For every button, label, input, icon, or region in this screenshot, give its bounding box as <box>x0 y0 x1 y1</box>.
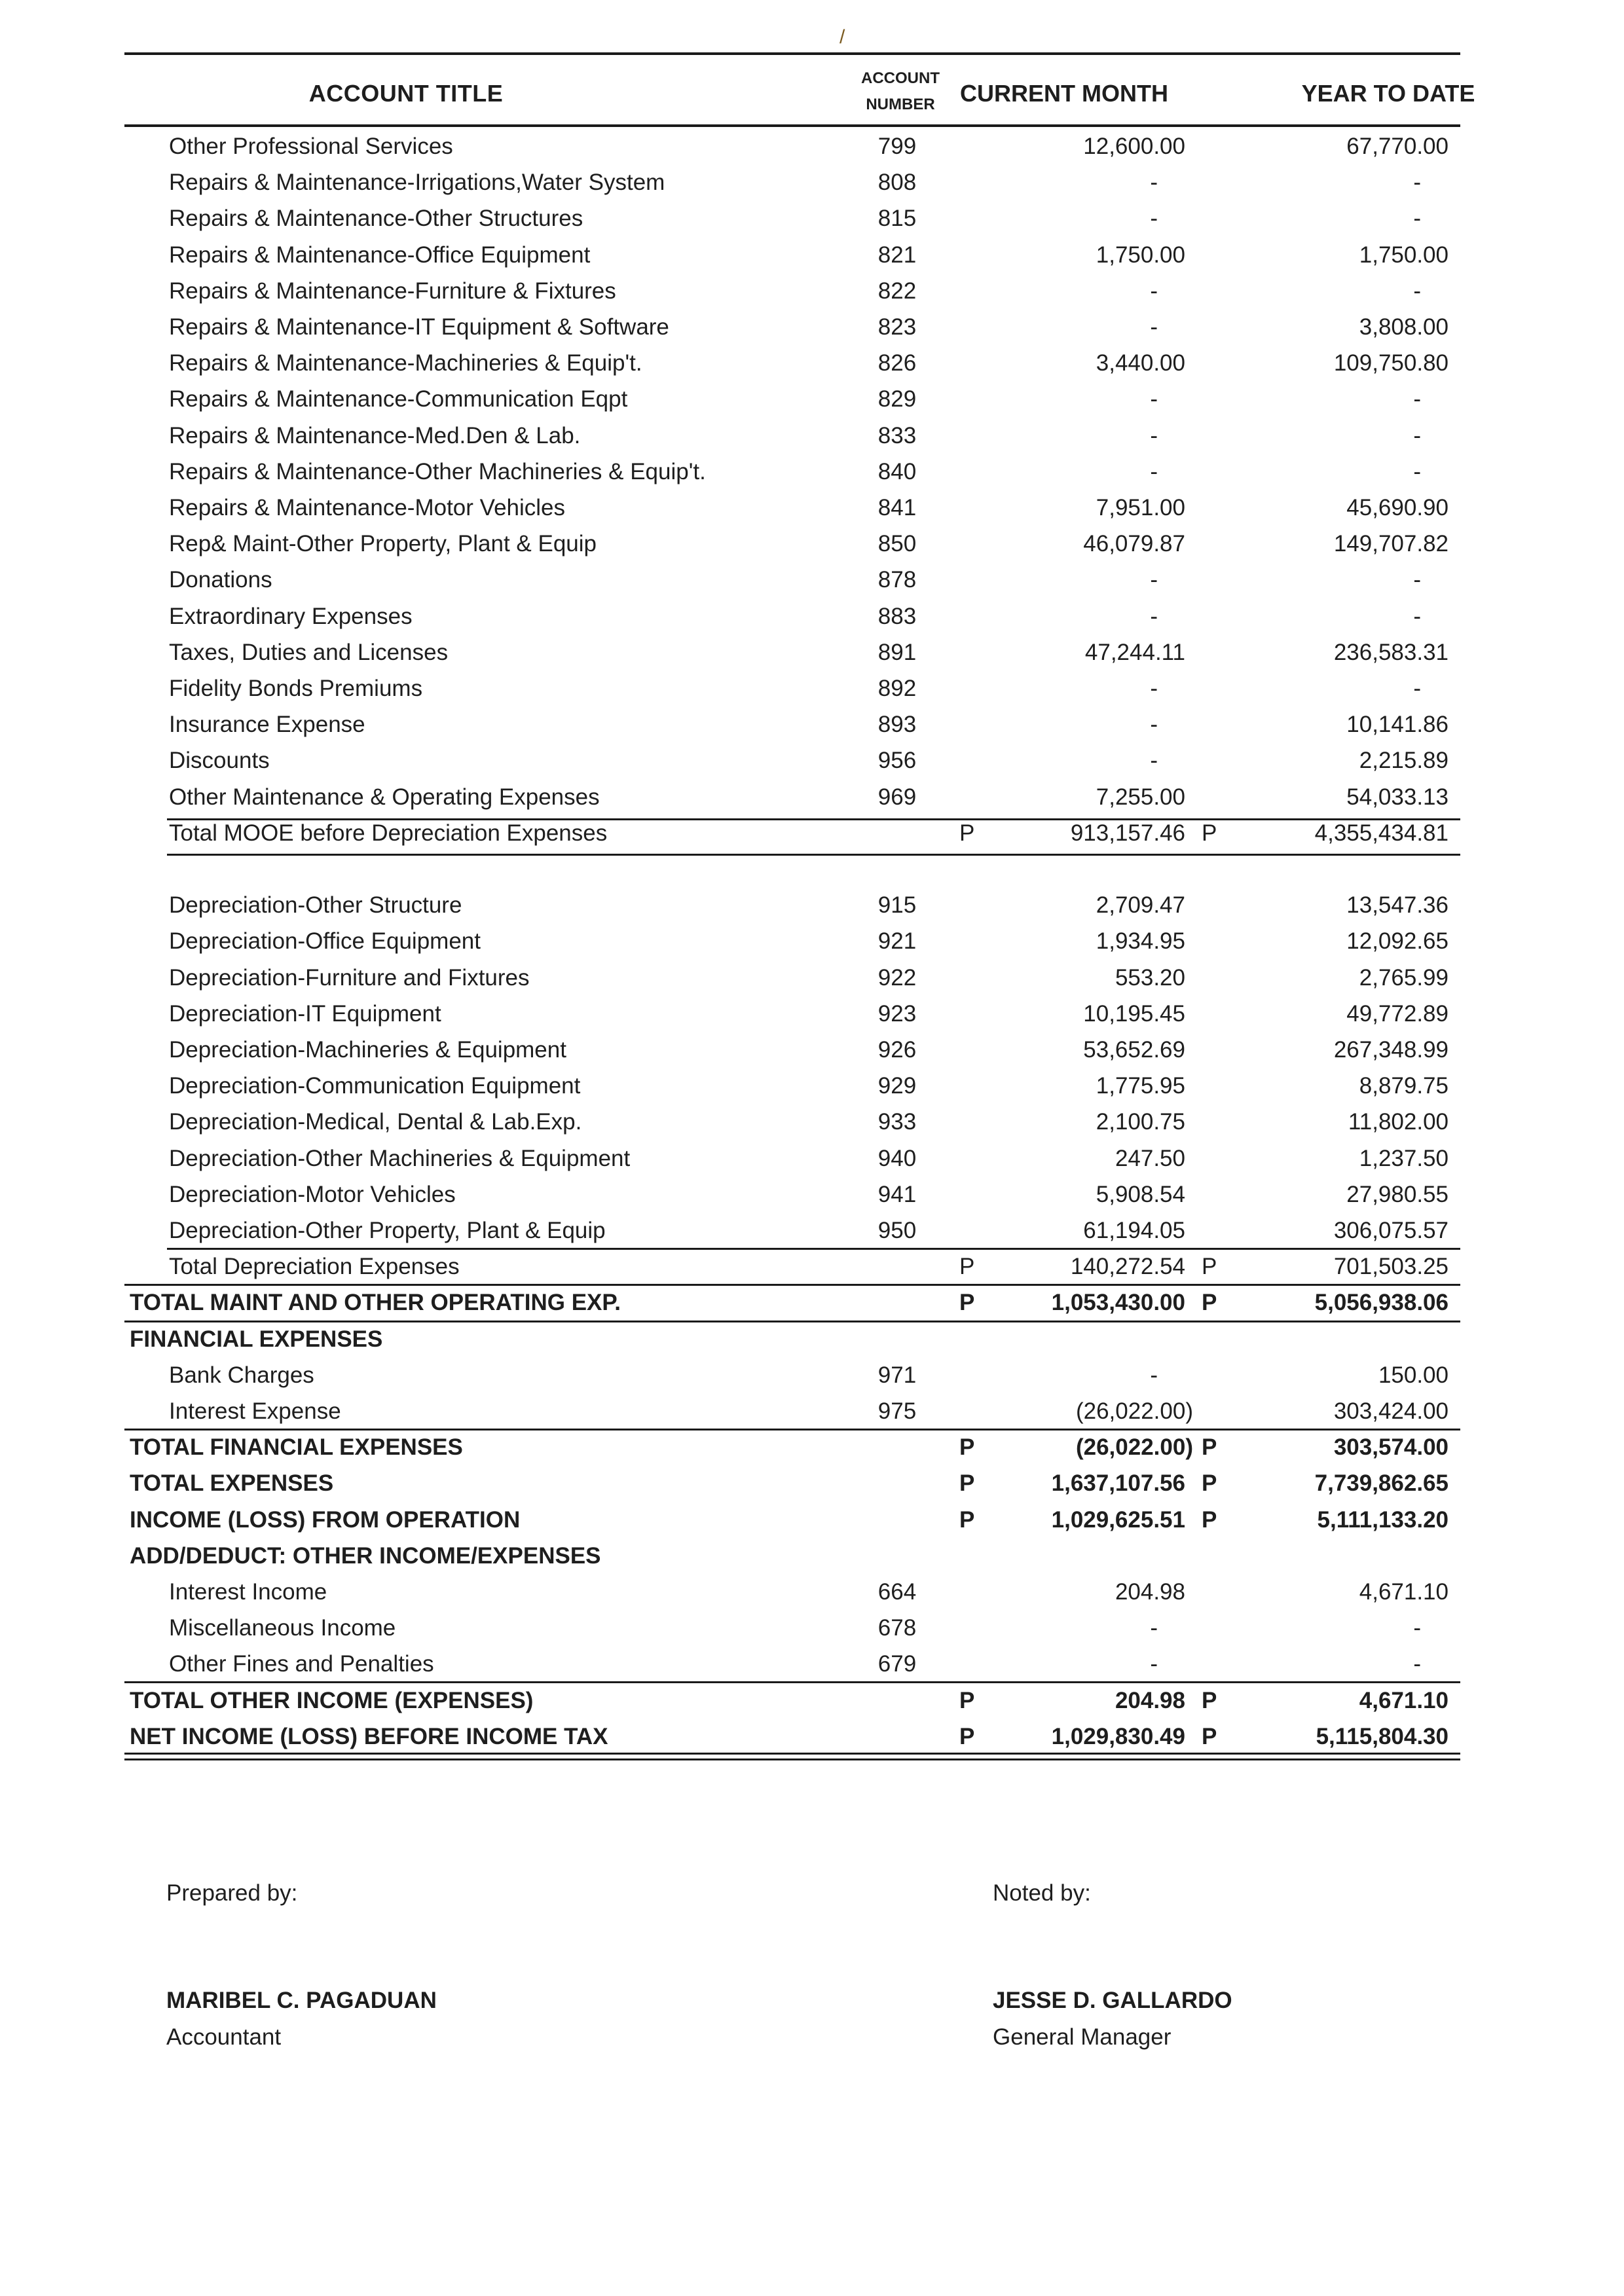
current-month-value: - <box>1150 206 1158 232</box>
table-row <box>124 634 1460 670</box>
account-number: 878 <box>877 567 917 593</box>
year-to-date-value: 10,141.86 <box>1346 712 1449 738</box>
currency-symbol-ytd: P <box>1202 1723 1217 1749</box>
header-bottom-rule <box>124 124 1460 127</box>
currency-symbol-ytd: P <box>1202 1687 1217 1713</box>
account-number: 969 <box>877 784 917 810</box>
account-number: 940 <box>877 1145 917 1171</box>
account-number: 893 <box>877 712 917 738</box>
account-title: Repairs & Maintenance-Motor Vehicles <box>169 495 566 520</box>
current-month-value: 7,951.00 <box>1096 495 1185 520</box>
current-month-value: - <box>1150 170 1158 196</box>
subtotal-row <box>124 1248 1460 1285</box>
year-to-date-value: 54,033.13 <box>1346 784 1449 810</box>
account-number: 664 <box>877 1579 917 1605</box>
account-title: Repairs & Maintenance-Communication Eqpt <box>169 386 628 412</box>
header-account-title: ACCOUNT TITLE <box>308 80 504 107</box>
current-month-value: 12,600.00 <box>1083 134 1185 159</box>
net-income-double-rule-bottom <box>124 1758 1460 1760</box>
table-row <box>124 562 1460 598</box>
year-to-date-value: 109,750.80 <box>1333 350 1449 376</box>
account-number: 808 <box>877 170 917 196</box>
account-title: Depreciation-Medical, Dental & Lab.Exp. <box>169 1109 582 1135</box>
table-row <box>124 1176 1460 1212</box>
current-month-value: (26,022.00) <box>1075 1398 1193 1424</box>
year-to-date-value: 149,707.82 <box>1333 531 1449 557</box>
table-row <box>124 1610 1460 1646</box>
account-title: Repairs & Maintenance-Machineries & Equip't. <box>169 350 642 376</box>
year-to-date-value: 236,583.31 <box>1333 639 1449 665</box>
currency-symbol-current: P <box>959 1506 975 1533</box>
currency-symbol-current: P <box>959 1254 975 1280</box>
table-row <box>124 923 1460 959</box>
account-title: Other Maintenance & Operating Expenses <box>169 784 600 810</box>
rule-before-total-maint <box>124 1284 1460 1286</box>
account-number: 926 <box>877 1037 917 1063</box>
table-row <box>124 1032 1460 1068</box>
account-title: NET INCOME (LOSS) BEFORE INCOME TAX <box>130 1723 608 1749</box>
account-number: 841 <box>877 495 917 520</box>
total-row <box>124 1502 1460 1538</box>
year-to-date-value: 701,503.25 <box>1333 1254 1449 1280</box>
account-number: 929 <box>877 1073 917 1099</box>
rule-before-total-other-income <box>124 1681 1460 1683</box>
table-row <box>124 200 1460 236</box>
account-number: 923 <box>877 1000 917 1027</box>
year-to-date-value: 303,424.00 <box>1333 1398 1449 1424</box>
account-number: 833 <box>877 422 917 448</box>
account-title: Total MOOE before Depreciation Expenses <box>169 820 608 846</box>
year-to-date-value: - <box>1413 422 1421 448</box>
current-month-value: 204.98 <box>1115 1579 1185 1605</box>
table-row <box>124 887 1460 923</box>
table-row <box>124 1140 1460 1176</box>
year-to-date-value: 13,547.36 <box>1346 892 1449 919</box>
account-title: Repairs & Maintenance-Med.Den & Lab. <box>169 422 581 448</box>
current-month-value: - <box>1150 422 1158 448</box>
current-month-value: 7,255.00 <box>1096 784 1185 810</box>
year-to-date-value: 267,348.99 <box>1333 1037 1449 1063</box>
year-to-date-value: 4,355,434.81 <box>1314 820 1449 846</box>
current-month-value: 247.50 <box>1115 1145 1185 1171</box>
current-month-value: 46,079.87 <box>1083 531 1185 557</box>
current-month-value: 3,440.00 <box>1096 350 1185 376</box>
year-to-date-value: - <box>1413 458 1421 484</box>
current-month-value: 47,244.11 <box>1084 639 1185 665</box>
year-to-date-value: - <box>1413 1651 1421 1677</box>
account-title: Interest Income <box>169 1579 327 1605</box>
table-row <box>124 381 1460 417</box>
table-header <box>124 55 1475 124</box>
current-month-value: 204.98 <box>1115 1687 1185 1713</box>
current-month-value: 913,157.46 <box>1070 820 1185 846</box>
prepared-by-label: Prepared by: <box>166 1880 298 1906</box>
year-to-date-value: 4,671.10 <box>1359 1579 1449 1605</box>
account-title: Depreciation-Other Property, Plant & Equip <box>169 1218 606 1243</box>
year-to-date-value: - <box>1413 567 1421 593</box>
prepared-by-title: Accountant <box>166 2024 282 2050</box>
account-number: 921 <box>877 928 917 955</box>
table-row <box>124 237 1460 273</box>
account-number: 822 <box>877 278 917 304</box>
account-title: Depreciation-Machineries & Equipment <box>169 1037 566 1063</box>
table-row <box>124 526 1460 562</box>
net-income-double-rule-top <box>124 1753 1460 1755</box>
account-title: Taxes, Duties and Licenses <box>169 639 449 665</box>
account-title: Repairs & Maintenance-IT Equipment & Software <box>169 314 669 340</box>
table-row <box>124 706 1460 742</box>
section-heading-row <box>124 1321 1460 1357</box>
rule-after-total-mooe <box>167 854 1460 856</box>
table-row <box>124 960 1460 996</box>
account-title: TOTAL OTHER INCOME (EXPENSES) <box>130 1687 534 1713</box>
currency-symbol-ytd: P <box>1202 1290 1217 1316</box>
current-month-value: - <box>1150 1362 1158 1388</box>
account-number: 971 <box>877 1362 917 1388</box>
account-title: Other Professional Services <box>169 134 453 159</box>
current-month-value: (26,022.00) <box>1075 1434 1193 1461</box>
current-month-value: 53,652.69 <box>1083 1037 1185 1063</box>
currency-symbol-current: P <box>959 1434 975 1461</box>
table-row <box>124 454 1460 490</box>
account-title: Repairs & Maintenance-Office Equipment <box>169 242 591 268</box>
table-row <box>124 164 1460 200</box>
year-to-date-value: - <box>1413 603 1421 629</box>
prepared-by-name: MARIBEL C. PAGADUAN <box>166 1988 437 2013</box>
year-to-date-value: 2,765.99 <box>1359 964 1449 991</box>
account-number: 850 <box>877 531 917 557</box>
account-title: TOTAL FINANCIAL EXPENSES <box>130 1434 463 1461</box>
account-title: Interest Expense <box>169 1398 341 1424</box>
year-to-date-value: 5,111,133.20 <box>1317 1506 1449 1533</box>
year-to-date-value: 5,056,938.06 <box>1314 1290 1449 1316</box>
current-month-value: 140,272.54 <box>1070 1254 1185 1280</box>
year-to-date-value: - <box>1413 170 1421 196</box>
account-number: 815 <box>877 206 917 232</box>
table-row <box>124 418 1460 454</box>
pen-mark: / <box>840 26 845 48</box>
account-number: 826 <box>877 350 917 376</box>
currency-symbol-current: P <box>959 820 975 846</box>
account-title: Depreciation-IT Equipment <box>169 1000 441 1027</box>
year-to-date-value: - <box>1413 386 1421 412</box>
current-month-value: - <box>1150 278 1158 304</box>
spacer-row <box>124 851 1460 887</box>
rule-after-total-maint <box>124 1321 1460 1322</box>
account-number: 975 <box>877 1398 917 1424</box>
year-to-date-value: - <box>1413 278 1421 304</box>
account-title: Miscellaneous Income <box>169 1615 396 1641</box>
account-number: 821 <box>877 242 917 268</box>
year-to-date-value: - <box>1413 676 1421 701</box>
current-month-value: 1,750.00 <box>1096 242 1185 268</box>
year-to-date-value: 2,215.89 <box>1359 748 1449 774</box>
account-title: Bank Charges <box>169 1362 314 1388</box>
table-row <box>124 1104 1460 1140</box>
account-title: Depreciation-Other Structure <box>169 892 462 919</box>
year-to-date-value: - <box>1413 206 1421 232</box>
year-to-date-value: 150.00 <box>1378 1362 1449 1388</box>
account-title: TOTAL EXPENSES <box>130 1470 334 1497</box>
current-month-value: 5,908.54 <box>1096 1181 1185 1207</box>
table-row <box>124 1357 1460 1393</box>
year-to-date-value: - <box>1413 1615 1421 1641</box>
total-row <box>124 1285 1460 1321</box>
account-number: 799 <box>877 134 917 159</box>
currency-symbol-ytd: P <box>1202 1254 1217 1280</box>
account-title: Repairs & Maintenance-Irrigations,Water System <box>169 170 665 196</box>
account-number: 840 <box>877 458 917 484</box>
current-month-value: - <box>1150 386 1158 412</box>
currency-symbol-ytd: P <box>1202 1470 1217 1497</box>
account-title: Other Fines and Penalties <box>169 1651 434 1677</box>
table-row <box>124 1068 1460 1104</box>
total-row <box>124 1465 1460 1501</box>
year-to-date-value: 303,574.00 <box>1333 1434 1449 1461</box>
account-title: Repairs & Maintenance-Other Machineries & Equip't. <box>169 458 706 484</box>
current-month-value: 1,637,107.56 <box>1051 1470 1185 1497</box>
total-row <box>124 1683 1460 1719</box>
year-to-date-value: 5,115,804.30 <box>1316 1723 1449 1749</box>
header-year-to-date: YEAR TO DATE <box>1301 80 1475 107</box>
currency-symbol-ytd: P <box>1202 820 1217 846</box>
rule-before-total-depreciation <box>167 1248 1460 1250</box>
table-row <box>124 345 1460 381</box>
table-row <box>124 1574 1460 1610</box>
account-title: INCOME (LOSS) FROM OPERATION <box>130 1506 521 1533</box>
year-to-date-value: 4,671.10 <box>1359 1687 1449 1713</box>
year-to-date-value: 27,980.55 <box>1346 1181 1449 1207</box>
subtotal-row <box>124 815 1460 851</box>
table-row <box>124 1646 1460 1682</box>
account-title: Donations <box>169 567 272 593</box>
current-month-value: 2,709.47 <box>1096 892 1185 919</box>
account-number: 941 <box>877 1181 917 1207</box>
current-month-value: 1,053,430.00 <box>1051 1290 1185 1316</box>
account-title: Depreciation-Other Machineries & Equipment <box>169 1145 631 1171</box>
current-month-value: 1,029,625.51 <box>1051 1506 1185 1533</box>
table-row <box>124 1393 1460 1429</box>
current-month-value: - <box>1150 676 1158 701</box>
noted-by-label: Noted by: <box>993 1880 1091 1906</box>
rule-before-total-mooe <box>167 818 1460 820</box>
account-title: Rep& Maint-Other Property, Plant & Equip <box>169 531 597 557</box>
currency-symbol-current: P <box>959 1470 975 1497</box>
year-to-date-value: 1,237.50 <box>1359 1145 1449 1171</box>
account-title: Total Depreciation Expenses <box>169 1254 460 1280</box>
table-row <box>124 670 1460 706</box>
current-month-value: 1,029,830.49 <box>1051 1723 1185 1749</box>
account-number: 950 <box>877 1218 917 1243</box>
account-title: ADD/DEDUCT: OTHER INCOME/EXPENSES <box>130 1542 601 1569</box>
account-title: TOTAL MAINT AND OTHER OPERATING EXP. <box>130 1290 621 1316</box>
year-to-date-value: 8,879.75 <box>1359 1073 1449 1099</box>
account-title: Depreciation-Communication Equipment <box>169 1073 581 1099</box>
account-title: Repairs & Maintenance-Other Structures <box>169 206 583 232</box>
current-month-value: 1,934.95 <box>1096 928 1185 955</box>
header-account-number-line1: ACCOUNT <box>861 69 940 87</box>
account-number: 915 <box>877 892 917 919</box>
account-number: 892 <box>877 676 917 701</box>
account-title: Repairs & Maintenance-Furniture & Fixtures <box>169 278 616 304</box>
current-month-value: - <box>1150 567 1158 593</box>
header-account-number-line2: NUMBER <box>866 96 935 113</box>
account-number: 823 <box>877 314 917 340</box>
year-to-date-value: 1,750.00 <box>1359 242 1449 268</box>
account-title: Depreciation-Furniture and Fixtures <box>169 964 530 991</box>
account-title: Extraordinary Expenses <box>169 603 413 629</box>
year-to-date-value: 306,075.57 <box>1333 1218 1449 1243</box>
account-number: 922 <box>877 964 917 991</box>
table-row <box>124 490 1460 526</box>
table-row <box>124 128 1460 164</box>
currency-symbol-current: P <box>959 1723 975 1749</box>
account-title: Fidelity Bonds Premiums <box>169 676 423 701</box>
noted-by-title: General Manager <box>993 2024 1172 2050</box>
currency-symbol-current: P <box>959 1290 975 1316</box>
year-to-date-value: 67,770.00 <box>1346 134 1449 159</box>
currency-symbol-current: P <box>959 1687 975 1713</box>
account-title: Insurance Expense <box>169 712 365 738</box>
table-row <box>124 1212 1460 1248</box>
total-row <box>124 1429 1460 1465</box>
current-month-value: - <box>1150 314 1158 340</box>
account-title: Discounts <box>169 748 270 774</box>
account-number: 678 <box>877 1615 917 1641</box>
header-account-number <box>848 65 953 118</box>
account-title: Depreciation-Office Equipment <box>169 928 481 955</box>
year-to-date-value: 11,802.00 <box>1348 1109 1449 1135</box>
header-current-month: CURRENT MONTH <box>960 80 1168 107</box>
account-number: 883 <box>877 603 917 629</box>
account-title: FINANCIAL EXPENSES <box>130 1326 383 1352</box>
table-row <box>124 309 1460 345</box>
current-month-value: - <box>1150 712 1158 738</box>
table-row <box>124 996 1460 1032</box>
rule-before-total-financial <box>124 1429 1460 1430</box>
table-row <box>124 779 1460 815</box>
account-number: 891 <box>877 639 917 665</box>
total-row <box>124 1719 1460 1755</box>
current-month-value: 10,195.45 <box>1083 1000 1185 1027</box>
account-number: 933 <box>877 1109 917 1135</box>
account-number: 679 <box>877 1651 917 1677</box>
table-row <box>124 742 1460 778</box>
account-title: Depreciation-Motor Vehicles <box>169 1181 456 1207</box>
year-to-date-value: 49,772.89 <box>1346 1000 1449 1027</box>
noted-by-name: JESSE D. GALLARDO <box>993 1988 1232 2013</box>
current-month-value: 61,194.05 <box>1083 1218 1185 1243</box>
current-month-value: 1,775.95 <box>1096 1073 1185 1099</box>
currency-symbol-ytd: P <box>1202 1434 1217 1461</box>
year-to-date-value: 45,690.90 <box>1346 495 1449 520</box>
current-month-value: - <box>1150 1615 1158 1641</box>
current-month-value: - <box>1150 1651 1158 1677</box>
currency-symbol-ytd: P <box>1202 1506 1217 1533</box>
current-month-value: - <box>1150 603 1158 629</box>
year-to-date-value: 3,808.00 <box>1359 314 1449 340</box>
account-number: 956 <box>877 748 917 774</box>
current-month-value: - <box>1150 458 1158 484</box>
current-month-value: - <box>1150 748 1158 774</box>
account-number: 829 <box>877 386 917 412</box>
year-to-date-value: 12,092.65 <box>1346 928 1449 955</box>
table-row <box>124 273 1460 309</box>
year-to-date-value: 7,739,862.65 <box>1314 1470 1449 1497</box>
current-month-value: 2,100.75 <box>1096 1109 1185 1135</box>
table-row <box>124 598 1460 634</box>
section-heading-row <box>124 1538 1460 1574</box>
current-month-value: 553.20 <box>1115 964 1185 991</box>
